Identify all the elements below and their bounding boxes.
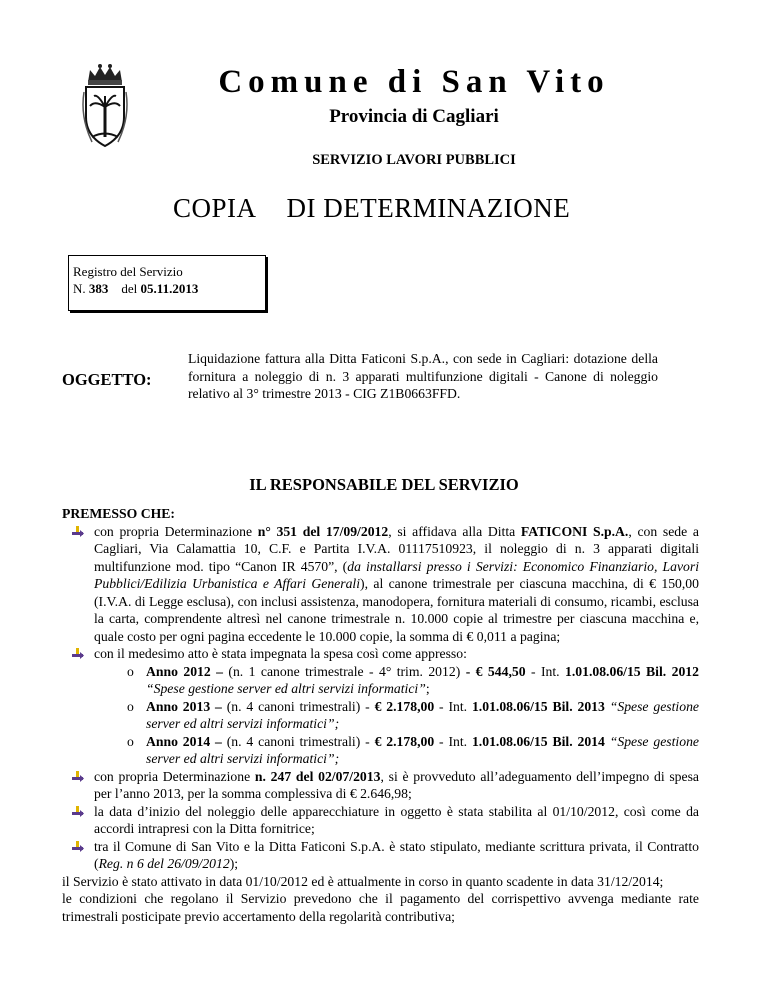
registry-n-label: N. (73, 281, 86, 296)
registry-box (68, 255, 266, 311)
arrow-bullet-icon (72, 841, 84, 853)
sub-bullet: o (127, 698, 134, 714)
province-name: Provincia di Cagliari (329, 106, 499, 127)
paragraph: il Servizio è stato attivato in data 01/10/2012 ed è attualmente in corso in quanto scadente in data 31/12/2014; (62, 873, 664, 889)
registry-label: Registro del Servizio (73, 264, 183, 279)
registry-date: 05.11.2013 (140, 281, 199, 296)
arrow-bullet-icon (72, 526, 84, 538)
premesso-heading: PREMESSO CHE: (62, 506, 175, 521)
registry-date-label: del (121, 281, 138, 296)
list-item: con propria Determinazione n° 351 del 17/09/2012, si affidava alla Ditta FATICONI S.p.A., con sede a Cagliari, Via Calamattia 10, C.F. e Partita I.V.A. 01117510923, il noleggio di n. 3 apparati digitali multifunzione mod. tipo “Canon IR 4570”, (da installarsi presso i Servizi: Economico Finanziario, Lavori Pubblici/Edilizia Urbanistica e Affari Generali), al canone trimestrale per ciascuna macchina, di € 150,00 (I.V.A. di Legge esclusa), con inclusi assistenza, manodopera, fornitura materiali di consumo, ricambi, esclusa la carta, comprendente altresì nel canone trimestrale n. 10.000 copie al trimestre per ciascuna macchina e, quale costo per ogni pagina eccedente le 10.000 copie, la somma di € 0,011 a pagina; (62, 523, 699, 646)
document-body (62, 505, 699, 925)
list-item: con propria Determinazione n. 247 del 02/07/2013, si è provveduto all’adeguamento dell’impegno di spesa per l’anno 2013, per la somma complessiva di € 2.646,98; (62, 768, 699, 803)
service-name: SERVIZIO LAVORI PUBBLICI (312, 152, 516, 168)
subject-text: Liquidazione fattura alla Ditta Faticoni S.p.A., con sede in Cagliari: dotazione della fornitura a noleggio di n. 3 apparati multifunzione digitali - Canone di noleggio relativo al 3° trimestre 2013 - CIG Z1B0663FFD. (188, 351, 658, 401)
section-title: IL RESPONSABILE DEL SERVIZIO (249, 475, 519, 494)
list-item: la data d’inizio del noleggio delle apparecchiature in oggetto è stata stabilita al 01/10/2012, così come da accordi intrapresi con la Ditta fornitrice; (62, 803, 699, 838)
registry-number: 383 (88, 281, 109, 296)
paragraph: le condizioni che regolano il Servizio prevedono che il pagamento del corrispettivo avvenga mediante rate trimestrali posticipate previo accertamento della regolarità contributiva; (62, 891, 699, 924)
arrow-bullet-icon (72, 806, 84, 818)
document-type-title (173, 193, 570, 224)
list-item: con il medesimo atto è stata impegnata la spesa così come appresso: (62, 645, 699, 663)
sub-list-item: o Anno 2012 – (n. 1 canone trimestrale - 4° trim. 2012) - € 544,50 - Int. 1.01.08.06/15 Bil. 2012 “Spese gestione server ed altri servizi informatici”; (127, 663, 699, 696)
registry-number-line (73, 280, 265, 297)
list-item: tra il Comune di San Vito e la Ditta Faticoni S.p.A. è stato stipulato, mediante scrittura privata, il Contratto (Reg. n 6 del 26/09/2012); (62, 838, 699, 873)
doc-type-word1: COPIA (173, 193, 257, 223)
sub-list-item: o Anno 2013 – (n. 4 canoni trimestrali) - € 2.178,00 - Int. 1.01.08.06/15 Bil. 2013 “Spese gestione server ed altri servizi informatici”; (127, 698, 699, 731)
arrow-bullet-icon (72, 648, 84, 660)
subject-label: OGGETTO: (62, 370, 152, 389)
sub-bullet: o (127, 733, 134, 749)
arrow-bullet-icon (72, 771, 84, 783)
doc-type-word2: DI DETERMINAZIONE (286, 193, 571, 223)
sub-bullet: o (127, 663, 134, 679)
municipality-title: Comune di San Vito (218, 64, 610, 100)
sub-list-item: o Anno 2014 – (n. 4 canoni trimestrali) - € 2.178,00 - Int. 1.01.08.06/15 Bil. 2014 “Spese gestione server ed altri servizi informatici”; (127, 733, 699, 766)
